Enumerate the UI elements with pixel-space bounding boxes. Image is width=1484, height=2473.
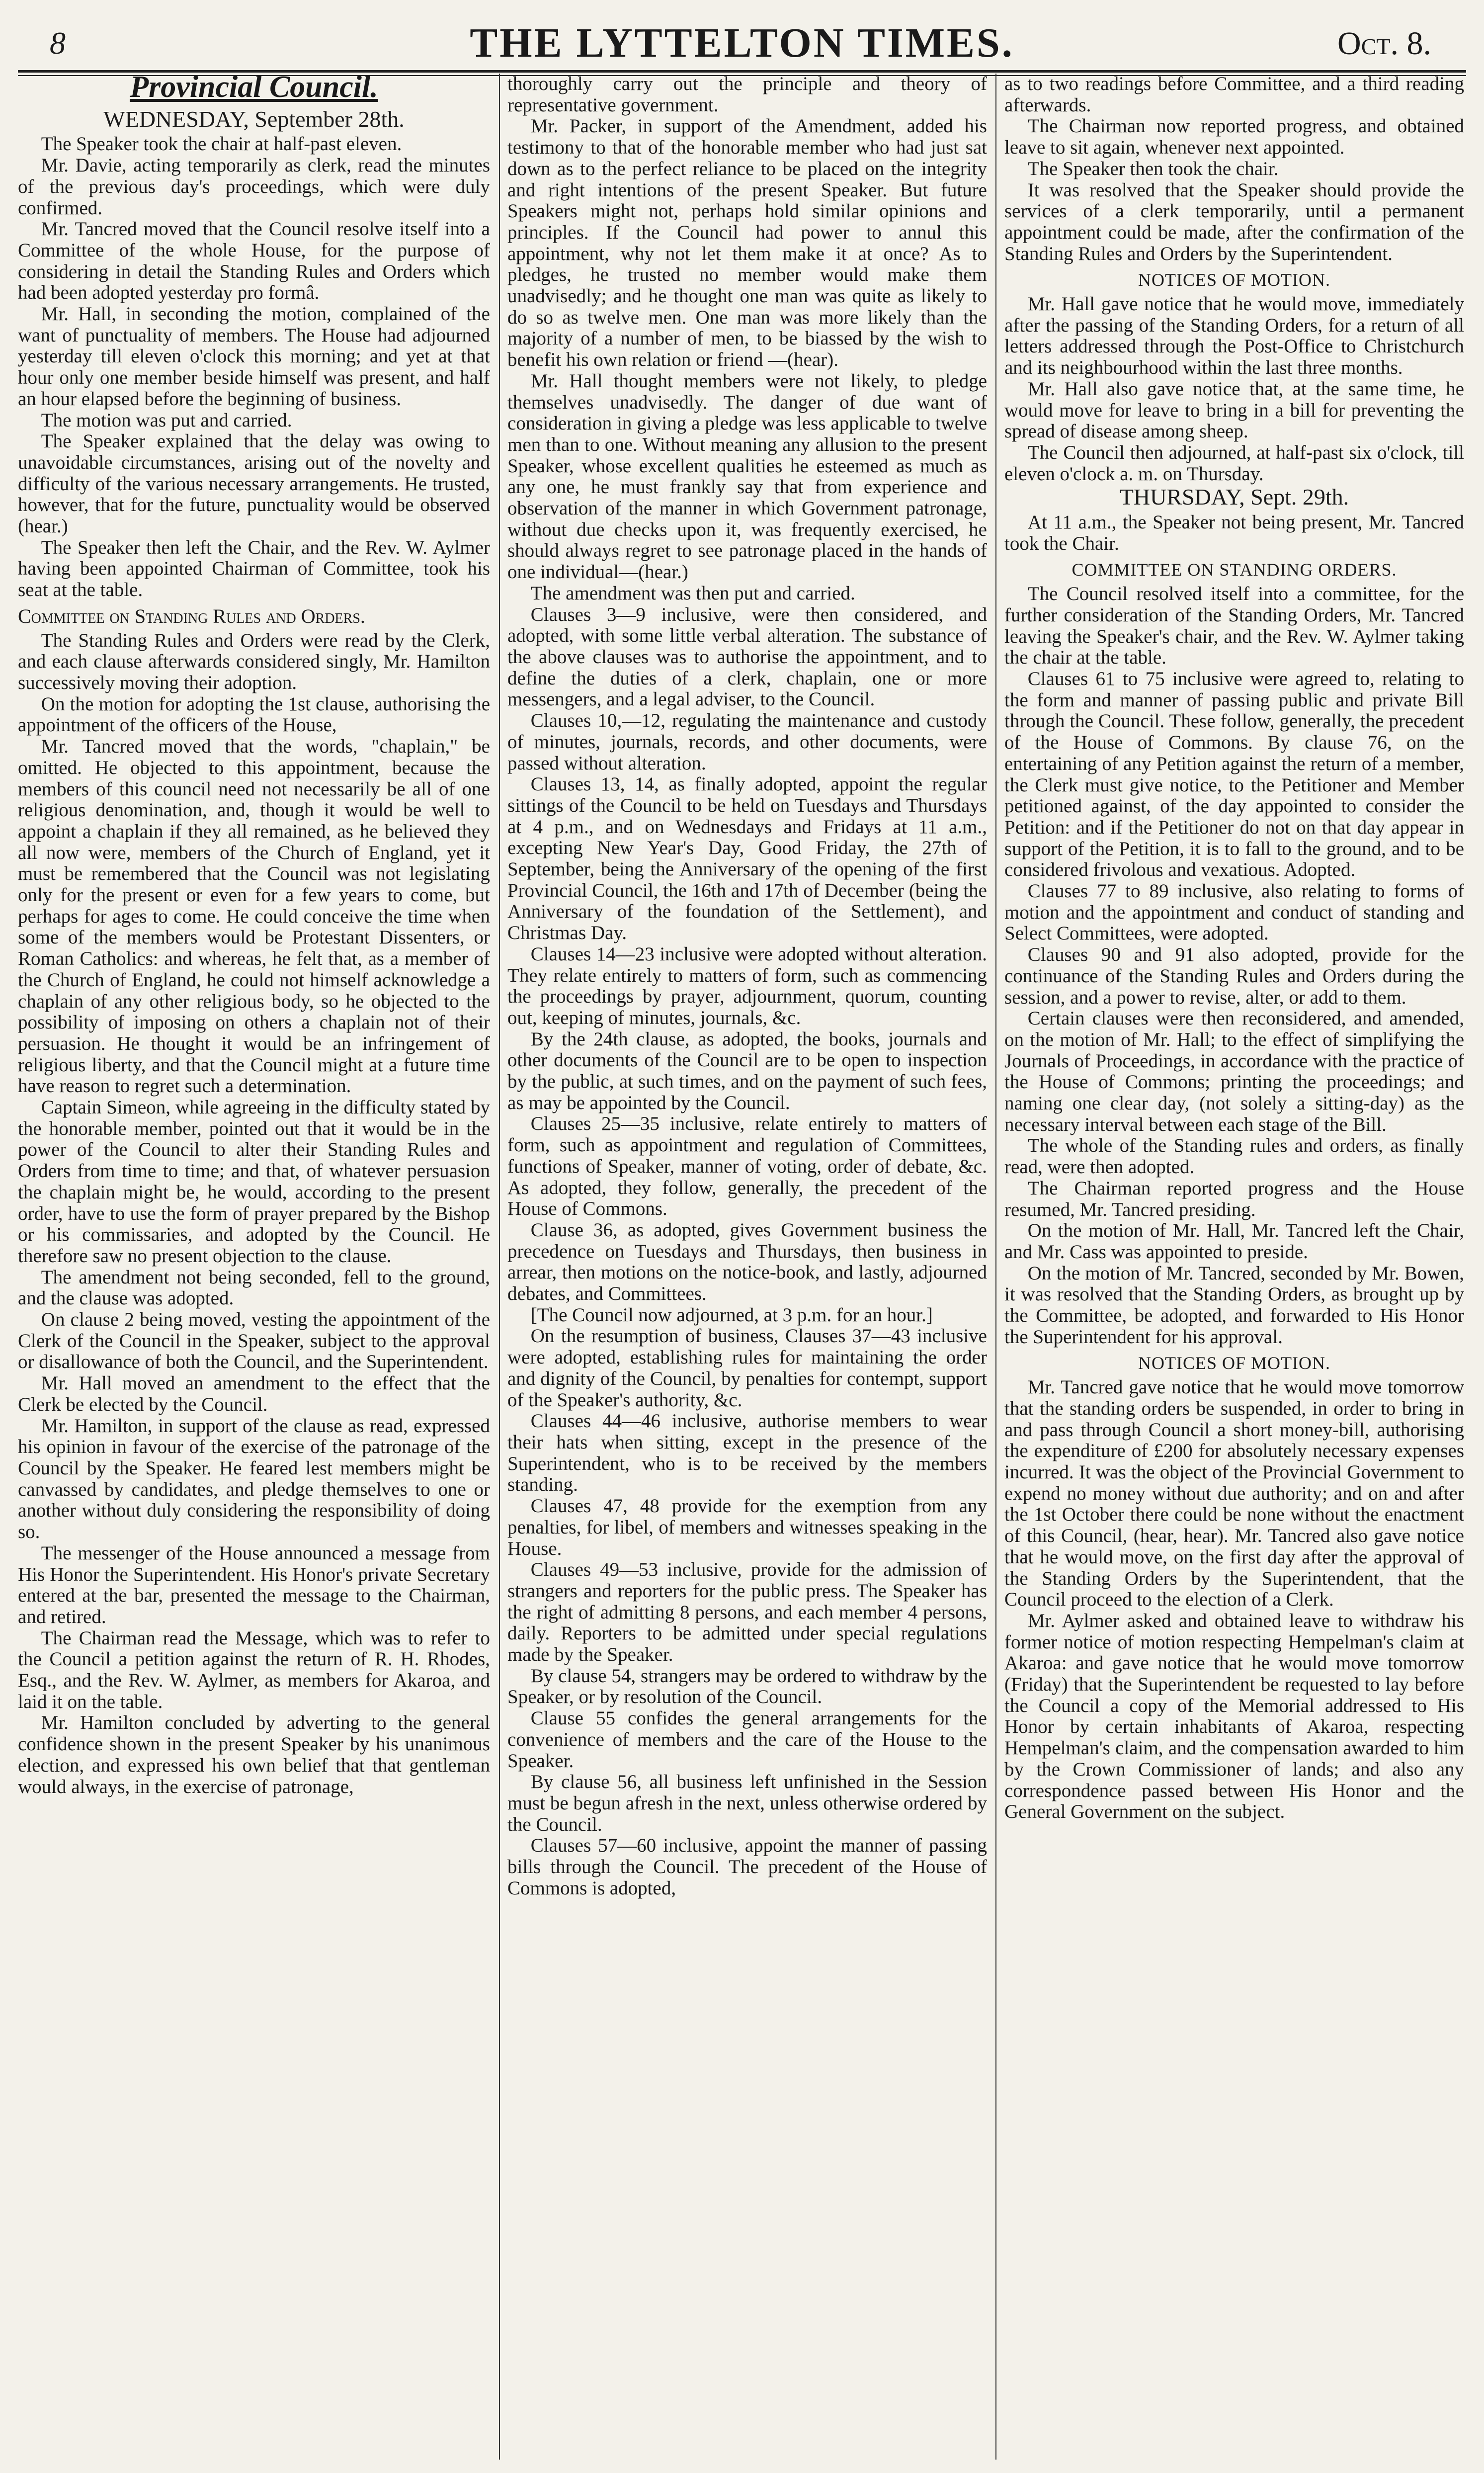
paragraph: The motion was put and carried.: [41, 409, 292, 431]
paragraph: On the motion for adopting the 1st clause, authorising the appointment of the officers of the House,: [18, 693, 490, 736]
paragraph: The Speaker then left the Chair, and the Rev. W. Aylmer having been appointed Chairman of Committee, took his seat at the table.: [18, 536, 490, 601]
paragraph: Clauses 25—35 inclusive, relate entirely to matters of form, such as appointment and regulation of Committees, functions of Speaker, manner of voting, order of debate, &c. As adopted, they follow, generally, the precedent of the House of Commons.: [507, 1113, 987, 1220]
issue-date: Oct. 8.: [1337, 25, 1431, 62]
paragraph: On clause 2 being moved, vesting the appointment of the Clerk of the Council in the Speaker, subject to the approval or disallowance of both the Council, and the Superintendent.: [18, 1309, 490, 1373]
paragraph: Clauses 3—9 inclusive, were then considered, and adopted, with some little verbal alteration. The substance of the above clauses was to authorise the appointment, and to define the duties of a clerk, chaplain, one or more messengers, and a legal adviser, to the Council.: [507, 603, 987, 710]
paragraph: At 11 a.m., the Speaker not being present, Mr. Tancred took the Chair.: [1004, 512, 1464, 554]
paragraph: The Speaker explained that the delay was owing to unavoidable circumstances, arising out of the novelty and difficulty of the various necessary arrangements. He trusted, however, that for the future, punctuality would be observed (hear.): [18, 430, 490, 537]
section-title: Provincial Council.: [130, 74, 378, 104]
paragraph: Mr. Hall thought members were not likely, to pledge themselves unadvisedly. The danger of due want of consideration in giving a pledge was less applicable to twelve men than to one. Without meaning any allusion to the present Speaker, whose excellent qualities he esteemed as much as any one, he must frankly say that from experience and observation of the manner in which Government patronage, without due checks upon it, was frequently exercised, he should always regret to see patronage placed in the hands of one individual—(hear.): [507, 370, 987, 583]
paragraph: Clause 36, as adopted, gives Government business the precedence on Tuesdays and Thursdays, then business in arrear, then motions on the notice-book, and lastly, adjourned debates, and Committees.: [507, 1219, 987, 1305]
paragraph: Clauses 49—53 inclusive, provide for the admission of strangers and reporters for the public press. The Speaker has the right of admitting 8 persons, and each member 4 persons, daily. Reporters to be admitted under special regulations made by the Speaker.: [507, 1559, 987, 1666]
masthead-rule: [18, 70, 1466, 73]
paragraph: Clause 55 confides the general arrangements for the convenience of members and the care of the House to the Speaker.: [507, 1707, 987, 1772]
notices-heading: NOTICES OF MOTION.: [1138, 1353, 1330, 1373]
day-heading: WEDNESDAY, September 28th.: [103, 106, 405, 132]
newspaper-title: THE LYTTELTON TIMES.: [470, 20, 1014, 66]
paragraph: Mr. Tancred moved that the Council resolve itself into a Committee of the whole House, for the purpose of considering in detail the Standing Rules and Orders which had been adopted yesterday pro formâ.: [18, 218, 490, 304]
column-1: [18, 74, 490, 2460]
column-divider: [995, 74, 996, 2460]
committee-heading: Committee on Standing Rules and Orders.: [18, 604, 365, 627]
paragraph: The Chairman reported progress and the House resumed, Mr. Tancred presiding.: [1004, 1177, 1464, 1220]
paragraph: On the motion of Mr. Tancred, seconded by Mr. Bowen, it was resolved that the Standing Orders, as brought up by the Committee, be adopted, and forwarded to His Honor the Superintendent for his approval.: [1004, 1262, 1464, 1348]
paragraph: The amendment not being seconded, fell to the ground, and the clause was adopted.: [18, 1266, 490, 1309]
page-number: 8: [50, 25, 66, 61]
paragraph: Mr. Tancred moved that the words, "chaplain," be omitted. He objected to this appointment, because the members of this council need not necessarily be all of one religious denomination, and, though it would be well to appoint a chaplain if they all remained, as he believed they all now were, members of the Church of England, yet it must be remembered that the Council was not legislating only for the present or even for a few years to come, but perhaps for ages to come. He could conceive the time when some of the members would be Protestant Dissenters, or Roman Catholics: and whereas, he felt that, as a member of the Church of England, he could not himself acknowledge a chaplain of any other religious body, so he objected to the possibility of imposing on others a chaplain not of their persuasion. He thought it would be an infringement of religious liberty, and that the Council might at a future time have reason to regret such a determination.: [18, 736, 490, 1097]
paragraph: Clauses 13, 14, as finally adopted, appoint the regular sittings of the Council to be held on Tuesdays and Thursdays at 4 p.m., and on Wednesdays and Fridays at 11 a.m., excepting New Year's Day, Good Friday, the 27th of September, being the Anniversary of the opening of the first Provincial Council, the 16th and 17th of December (being the Anniversary of the foundation of the Settlement), and Christmas Day.: [507, 773, 987, 944]
paragraph: Clauses 57—60 inclusive, appoint the manner of passing bills through the Council. The precedent of the House of Commons is adopted,: [507, 1835, 987, 1899]
paragraph: thoroughly carry out the principle and theory of representative government.: [507, 74, 987, 116]
paragraph: Clauses 47, 48 provide for the exemption from any penalties, for libel, of members and witnesses speaking in the House.: [507, 1495, 987, 1559]
paragraph: Clauses 10,—12, regulating the maintenance and custody of minutes, journals, records, and other documents, were passed without alteration.: [507, 710, 987, 774]
paragraph: Clauses 77 to 89 inclusive, also relating to forms of motion and the appointment and conduct of standing and Select Committees, were adopted.: [1004, 880, 1464, 944]
paragraph: Clauses 14—23 inclusive were adopted without alteration. They relate entirely to matters of form, such as commencing the proceedings by prayer, adjournment, quorum, counting out, keeping of minutes, journals, &c.: [507, 943, 987, 1028]
paragraph: The Speaker took the chair at half-past eleven.: [41, 133, 402, 155]
paragraph: Mr. Davie, acting temporarily as clerk, read the minutes of the previous day's proceedings, which were duly confirmed.: [18, 155, 490, 219]
paragraph: By clause 54, strangers may be ordered to withdraw by the Speaker, or by resolution of the Council.: [507, 1665, 987, 1708]
column-divider: [499, 74, 500, 2460]
paragraph: The Speaker then took the chair.: [1027, 158, 1279, 179]
paragraph: The Chairman read the Message, which was to refer to the Council a petition against the return of R. H. Rhodes, Esq., and the Rev. W. Aylmer, as members for Akaroa, and laid it on the table.: [18, 1627, 490, 1712]
paragraph: By the 24th clause, as adopted, the books, journals and other documents of the Council are to be open to inspection by the public, at such times, and on the payment of such fees, as may be appointed by the Council.: [507, 1028, 987, 1113]
paragraph: Mr. Aylmer asked and obtained leave to withdraw his former notice of motion respecting Hempelman's claim at Akaroa: and gave notice that he would move tomorrow (Friday) that the Superintendent be requested to lay before the Council a copy of the Memorial addressed to His Honor by certain inhabitants of Akaroa, respecting Hempelman's claim, and the compensation awarded to him by the Crown Commissioner of lands; and also any correspondence passed between His Honor and the General Government on the subject.: [1004, 1610, 1464, 1823]
column-3: [1004, 74, 1464, 2460]
columns: [18, 74, 1466, 2460]
paragraph: [The Council now adjourned, at 3 p.m. for an hour.]: [530, 1304, 933, 1326]
paragraph: Mr. Hamilton, in support of the clause as read, expressed his opinion in favour of the exercise of the patronage of the Council by the Speaker. He feared lest members might be canvassed by candidates, and pledge themselves to one or another without duly considering the responsibility of doing so.: [18, 1415, 490, 1543]
paragraph: Mr. Hall moved an amendment to the effect that the Clerk be elected by the Council.: [18, 1372, 490, 1415]
paragraph: The Council resolved itself into a committee, for the further consideration of the Standing Orders, Mr. Tancred leaving the Speaker's chair, and the Rev. W. Aylmer taking the chair at the table.: [1004, 583, 1464, 669]
paragraph: Mr. Hamilton concluded by adverting to the general confidence shown in the present Speaker by his unanimous election, and expressed his own belief that that gentleman would always, in the exercise of patronage,: [18, 1712, 490, 1797]
column-2: [507, 74, 987, 2460]
paragraph: Certain clauses were then reconsidered, and amended, on the motion of Mr. Hall; to the effect of simplifying the Journals of Proceedings, in accordance with the practice of the House of Commons; printing the proceedings; and naming one clear day, (not solely a sitting-day) as the necessary interval between each stage of the Bill.: [1004, 1008, 1464, 1135]
paragraph: Mr. Packer, in support of the Amendment, added his testimony to that of the honorable member who had just sat down as to the perfect reliance to be placed on the integrity and right intentions of the present Speaker. But future Speakers might not, perhaps hold similar opinions and principles. If the Council had power to annul this appointment, why not let them make it at once? As to pledges, he trusted no member would make them unadvisedly; and he thought one man was quite as likely to do so as twelve men. One man was more likely than the majority of a number of men, to be biassed by the wish to benefit his own relation or friend —(hear).: [507, 115, 987, 371]
paragraph: The amendment was then put and carried.: [530, 582, 855, 604]
paragraph: Clauses 44—46 inclusive, authorise members to wear their hats when sitting, except in the presence of the Superintendent, who is to be received by the members standing.: [507, 1410, 987, 1496]
paragraph: Clauses 90 and 91 also adopted, provide for the continuance of the Standing Rules and Orders during the session, and a power to revise, alter, or add to them.: [1004, 944, 1464, 1008]
paragraph: Mr. Hall gave notice that he would move, immediately after the passing of the Standing Orders, for a return of all letters addressed through the Post-Office to Christchurch and its neighbourhood within the last three months.: [1004, 293, 1464, 379]
paragraph: It was resolved that the Speaker should provide the services of a clerk temporarily, until a permanent appointment could be made, after the confirmation of the Standing Rules and Orders by the Superintendent.: [1004, 179, 1464, 264]
paragraph: Mr. Hall also gave notice that, at the same time, he would move for leave to bring in a bill for preventing the spread of disease among sheep.: [1004, 378, 1464, 442]
paragraph: The whole of the Standing rules and orders, as finally read, were then adopted.: [1004, 1135, 1464, 1178]
paragraph: The Council then adjourned, at half-past six o'clock, till eleven o'clock a. m. on Thursday.: [1004, 441, 1464, 485]
paragraph: The Standing Rules and Orders were read by the Clerk, and each clause afterwards considered singly, Mr. Hamilton successively moving their adoption.: [18, 629, 490, 693]
paragraph: Captain Simeon, while agreeing in the difficulty stated by the honorable member, pointed out that it would be in the power of the Council to alter their Standing Rules and Orders from time to time; and that, of whatever persuasion the chaplain might be, he would, according to the present order, have to use the form of prayer prepared by the Bishop or his commissaries, and adopted by the Council. He therefore saw no present objection to the clause.: [18, 1097, 490, 1267]
committee-heading: COMMITTEE ON STANDING ORDERS.: [1072, 560, 1397, 580]
masthead: [18, 15, 1466, 67]
paragraph: On the motion of Mr. Hall, Mr. Tancred left the Chair, and Mr. Cass was appointed to preside.: [1004, 1220, 1464, 1263]
paragraph: By clause 56, all business left unfinished in the Session must be begun afresh in the next, unless otherwise ordered by the Council.: [507, 1771, 987, 1835]
paragraph: as to two readings before Committee, and a third reading afterwards.: [1004, 74, 1464, 116]
paragraph: Mr. Tancred gave notice that he would move tomorrow that the standing orders be suspended, in order to bring in and pass through Council a short money-bill, authorising the expenditure of £200 for absolutely necessary expenses incurred. It was the object of the Provincial Government to expend no money without due authority; and on and after the 1st October there could be none without the enactment of this Council, (hear, hear). Mr. Tancred also gave notice that he would move, on the first day after the approval of the Standing Orders by the Superintendent, that the Council proceed to the election of a Clerk.: [1004, 1376, 1464, 1611]
paragraph: Clauses 61 to 75 inclusive were agreed to, relating to the form and manner of passing public and private Bill through the Council. These follow, generally, the precedent of the House of Commons. By clause 76, on the entertaining of any Petition against the return of a member, the Clerk must give notice, to the Petitioner and Member petitioned against, of the day appointed to consider the Petition: and if the Petitioner do not on that day appear in support of the Petition, it is to fall to the ground, and to be considered frivolous and vexatious. Adopted.: [1004, 668, 1464, 881]
paragraph: Mr. Hall, in seconding the motion, complained of the want of punctuality of members. The House had adjourned yesterday till eleven o'clock this morning; and yet at that hour only one member beside himself was present, and half an hour elapsed before the beginning of business.: [18, 303, 490, 410]
day-heading: THURSDAY, Sept. 29th.: [1119, 484, 1349, 510]
notices-heading: NOTICES OF MOTION.: [1138, 270, 1330, 290]
paragraph: The Chairman now reported progress, and obtained leave to sit again, whenever next appointed.: [1004, 115, 1464, 159]
paragraph: On the resumption of business, Clauses 37—43 inclusive were adopted, establishing rules for maintaining the order and dignity of the Council, by penalties for contempt, support of the Speaker's authority, &c.: [507, 1325, 987, 1411]
paragraph: The messenger of the House announced a message from His Honor the Superintendent. His Honor's private Secretary entered at the bar, presented the message to the Chairman, and retired.: [18, 1542, 490, 1627]
